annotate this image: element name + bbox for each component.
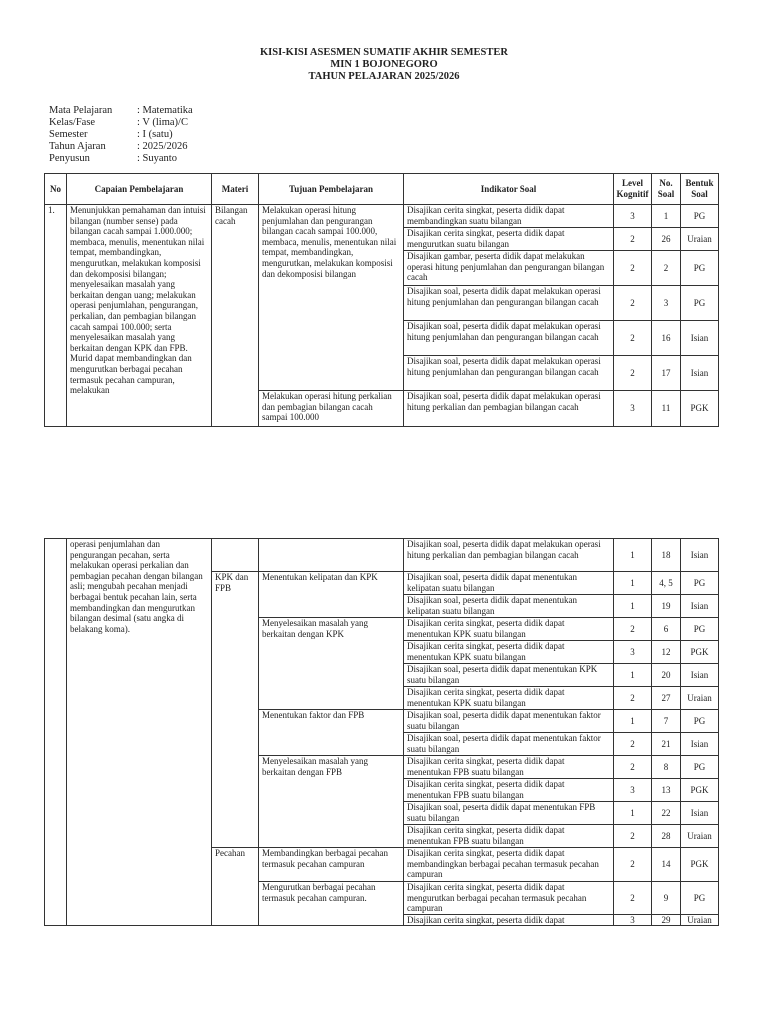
bentuk-soal: PG	[681, 286, 719, 321]
tujuan-pembelajaran: Menentukan kelipatan dan KPK	[259, 572, 404, 618]
nomor-soal: 18	[652, 539, 681, 572]
nomor-soal: 12	[652, 641, 681, 664]
nomor-soal: 16	[652, 321, 681, 356]
indikator-soal: Disajikan soal, peserta didik dapat menentukan faktor suatu bilangan	[404, 710, 614, 733]
bentuk-soal: Isian	[681, 802, 719, 825]
level-kognitif: 2	[614, 618, 652, 641]
info-label: Kelas/Fase	[49, 117, 96, 128]
level-kognitif: 2	[614, 687, 652, 710]
bentuk-soal: PG	[681, 710, 719, 733]
info-value: : 2025/2026	[137, 141, 188, 152]
tujuan-pembelajaran: Menyelesaikan masalah yang berkaitan dengan KPK	[259, 618, 404, 710]
row-number-continued	[45, 539, 67, 926]
indikator-soal: Disajikan cerita singkat, peserta didik dapat mengurutkan suatu bilangan	[404, 228, 614, 251]
nomor-soal: 13	[652, 779, 681, 802]
capaian-pembelajaran-continued: operasi penjumlahan dan pengurangan pecahan, serta melakukan operasi perkalian dan pembagian pecahan dengan bilangan asli; mengubah pecahan menjadi berbagai bentuk pecahan lain, serta membandingkan dan mengurutkan bilangan desimal (satu angka di belakang koma).	[67, 539, 212, 926]
indikator-soal: Disajikan cerita singkat, peserta didik dapat menentukan FPB suatu bilangan	[404, 779, 614, 802]
tujuan-pembelajaran: Mengurutkan berbagai pecahan termasuk pecahan campuran.	[259, 882, 404, 926]
bentuk-soal: PG	[681, 572, 719, 595]
nomor-soal: 27	[652, 687, 681, 710]
level-kognitif: 2	[614, 756, 652, 779]
bentuk-soal: Isian	[681, 539, 719, 572]
bentuk-soal: PG	[681, 251, 719, 286]
tujuan-empty	[259, 539, 404, 572]
materi-bilangan-cacah: Bilangan cacah	[212, 205, 259, 427]
level-kognitif: 3	[614, 205, 652, 228]
nomor-soal: 17	[652, 356, 681, 391]
col-header-no: No	[45, 174, 67, 205]
row-number: 1.	[45, 205, 67, 427]
indikator-soal: Disajikan cerita singkat, peserta didik dapat membandingkan suatu bilangan	[404, 205, 614, 228]
nomor-soal: 26	[652, 228, 681, 251]
bentuk-soal: Isian	[681, 733, 719, 756]
indikator-soal: Disajikan cerita singkat, peserta didik dapat membandingkan berbagai pecahan termasuk pecahan campuran	[404, 848, 614, 882]
indikator-soal: Disajikan soal, peserta didik dapat menentukan kelipatan suatu bilangan	[404, 572, 614, 595]
indikator-soal: Disajikan soal, peserta didik dapat melakukan operasi hitung perkalian dan pembagian bilangan cacah	[404, 539, 614, 572]
info-row	[49, 117, 193, 129]
col-header-bentuk: Bentuk Soal	[681, 174, 719, 205]
bentuk-soal: PG	[681, 882, 719, 915]
materi-kpk-fpb: KPK dan FPB	[212, 572, 259, 848]
tujuan-pembelajaran: Menentukan faktor dan FPB	[259, 710, 404, 756]
nomor-soal: 1	[652, 205, 681, 228]
indikator-soal: Disajikan cerita singkat, peserta didik dapat menentukan KPK suatu bilangan	[404, 618, 614, 641]
indikator-soal: Disajikan soal, peserta didik dapat menentukan KPK suatu bilangan	[404, 664, 614, 687]
col-header-level: Level Kognitif	[614, 174, 652, 205]
indikator-soal: Disajikan soal, peserta didik dapat menentukan FPB suatu bilangan	[404, 802, 614, 825]
bentuk-soal: PG	[681, 618, 719, 641]
level-kognitif: 1	[614, 664, 652, 687]
bentuk-soal: Isian	[681, 664, 719, 687]
nomor-soal: 20	[652, 664, 681, 687]
level-kognitif: 2	[614, 251, 652, 286]
bentuk-soal: PG	[681, 205, 719, 228]
indikator-soal: Disajikan cerita singkat, peserta didik dapat menentukan KPK suatu bilangan	[404, 687, 614, 710]
bentuk-soal: PGK	[681, 391, 719, 427]
kisi-kisi-table-page-1	[44, 173, 719, 427]
indikator-soal: Disajikan cerita singkat, peserta didik dapat	[404, 914, 614, 926]
info-value: : Suyanto	[137, 153, 177, 164]
info-label: Mata Pelajaran	[49, 105, 113, 116]
kisi-kisi-table-page-2	[44, 538, 719, 926]
bentuk-soal: PG	[681, 756, 719, 779]
indikator-soal: Disajikan soal, peserta didik dapat melakukan operasi hitung penjumlahan dan pengurangan bilangan cacah	[404, 356, 614, 391]
level-kognitif: 1	[614, 595, 652, 618]
info-label: Tahun Ajaran	[49, 141, 106, 152]
level-kognitif: 3	[614, 914, 652, 926]
col-header-indikator: Indikator Soal	[404, 174, 614, 205]
nomor-soal: 3	[652, 286, 681, 321]
tujuan-pembelajaran: Membandingkan berbagai pecahan termasuk pecahan campuran	[259, 848, 404, 882]
nomor-soal: 28	[652, 825, 681, 848]
bentuk-soal: Isian	[681, 356, 719, 391]
level-kognitif: 2	[614, 825, 652, 848]
bentuk-soal: Isian	[681, 321, 719, 356]
level-kognitif: 3	[614, 641, 652, 664]
info-row	[49, 105, 193, 117]
nomor-soal: 22	[652, 802, 681, 825]
title-line-1: KISI-KISI ASESMEN SUMATIF AKHIR SEMESTER	[260, 47, 508, 58]
nomor-soal: 14	[652, 848, 681, 882]
col-header-nosoal: No. Soal	[652, 174, 681, 205]
nomor-soal: 2	[652, 251, 681, 286]
table-row	[45, 205, 719, 228]
indikator-soal: Disajikan soal, peserta didik dapat menentukan kelipatan suatu bilangan	[404, 595, 614, 618]
level-kognitif: 1	[614, 572, 652, 595]
materi-empty	[212, 539, 259, 572]
indikator-soal: Disajikan gambar, peserta didik dapat melakukan operasi hitung penjumlahan dan pengurangan bilangan cacah	[404, 251, 614, 286]
nomor-soal: 8	[652, 756, 681, 779]
bentuk-soal: Uraian	[681, 687, 719, 710]
tujuan-pembelajaran: Menyelesaikan masalah yang berkaitan dengan FPB	[259, 756, 404, 848]
tujuan-pembelajaran: Melakukan operasi hitung penjumlahan dan pengurangan bilangan cacah sampai 100.000, membaca, menulis, menentukan nilai tempat, membandingkan, mengurutkan, melakukan komposisi dan dekomposisi bilangan	[259, 205, 404, 391]
info-row	[49, 141, 193, 153]
indikator-soal: Disajikan soal, peserta didik dapat melakukan operasi hitung perkalian dan pembagian bilangan cacah	[404, 391, 614, 427]
indikator-soal: Disajikan soal, peserta didik dapat melakukan operasi hitung penjumlahan dan pengurangan bilangan cacah	[404, 286, 614, 321]
info-label: Semester	[49, 129, 88, 140]
indikator-soal: Disajikan cerita singkat, peserta didik dapat menentukan FPB suatu bilangan	[404, 756, 614, 779]
level-kognitif: 1	[614, 710, 652, 733]
tujuan-pembelajaran: Melakukan operasi hitung perkalian dan pembagian bilangan cacah sampai 100.000	[259, 391, 404, 427]
bentuk-soal: Uraian	[681, 914, 719, 926]
bentuk-soal: Uraian	[681, 228, 719, 251]
info-value: : I (satu)	[137, 129, 173, 140]
nomor-soal: 19	[652, 595, 681, 618]
bentuk-soal: PGK	[681, 848, 719, 882]
indikator-soal: Disajikan cerita singkat, peserta didik dapat mengurutkan berbagai pecahan termasuk pecahan campuran	[404, 882, 614, 915]
capaian-pembelajaran: Menunjukkan pemahaman dan intuisi bilangan (number sense) pada bilangan cacah sampai 1.000.000; membaca, menulis, menentukan nilai tempat, membandingkan, mengurutkan, melakukan komposisi dan dekomposisi bilangan; menyelesaikan masalah yang berkaitan dengan uang; melakukan operasi penjumlahan, pengurangan, perkalian, dan pembagian bilangan cacah sampai 100.000; serta menyelesaikan masalah yang berkaitan dengan KPK dan FPB. Murid dapat membandingkan dan mengurutkan berbagai pecahan termasuk pecahan campuran, melakukan	[67, 205, 212, 427]
title-line-2: MIN 1 BOJONEGORO	[330, 59, 438, 70]
table-header-row	[45, 174, 719, 205]
level-kognitif: 2	[614, 356, 652, 391]
table-row	[45, 539, 719, 572]
level-kognitif: 2	[614, 848, 652, 882]
level-kognitif: 1	[614, 539, 652, 572]
indikator-soal: Disajikan soal, peserta didik dapat menentukan faktor suatu bilangan	[404, 733, 614, 756]
bentuk-soal: PGK	[681, 779, 719, 802]
title-line-3: TAHUN PELAJARAN 2025/2026	[308, 71, 460, 82]
col-header-materi: Materi	[212, 174, 259, 205]
indikator-soal: Disajikan cerita singkat, peserta didik dapat menentukan FPB suatu bilangan	[404, 825, 614, 848]
info-label: Penyusun	[49, 153, 90, 164]
nomor-soal: 6	[652, 618, 681, 641]
nomor-soal: 9	[652, 882, 681, 915]
document-title	[0, 47, 768, 83]
level-kognitif: 2	[614, 228, 652, 251]
indikator-soal: Disajikan cerita singkat, peserta didik dapat menentukan KPK suatu bilangan	[404, 641, 614, 664]
info-value: : Matematika	[137, 105, 193, 116]
nomor-soal: 11	[652, 391, 681, 427]
nomor-soal: 4, 5	[652, 572, 681, 595]
nomor-soal: 7	[652, 710, 681, 733]
level-kognitif: 2	[614, 882, 652, 915]
level-kognitif: 2	[614, 321, 652, 356]
level-kognitif: 2	[614, 733, 652, 756]
info-row	[49, 153, 193, 165]
identity-block	[49, 105, 193, 165]
bentuk-soal: Uraian	[681, 825, 719, 848]
bentuk-soal: PGK	[681, 641, 719, 664]
level-kognitif: 3	[614, 391, 652, 427]
nomor-soal: 21	[652, 733, 681, 756]
col-header-cp: Capaian Pembelajaran	[67, 174, 212, 205]
col-header-tp: Tujuan Pembelajaran	[259, 174, 404, 205]
level-kognitif: 1	[614, 802, 652, 825]
level-kognitif: 2	[614, 286, 652, 321]
info-row	[49, 129, 193, 141]
info-value: : V (lima)/C	[137, 117, 188, 128]
bentuk-soal: Isian	[681, 595, 719, 618]
level-kognitif: 3	[614, 779, 652, 802]
materi-pecahan: Pecahan	[212, 848, 259, 926]
nomor-soal: 29	[652, 914, 681, 926]
indikator-soal: Disajikan soal, peserta didik dapat melakukan operasi hitung penjumlahan dan pengurangan bilangan cacah	[404, 321, 614, 356]
